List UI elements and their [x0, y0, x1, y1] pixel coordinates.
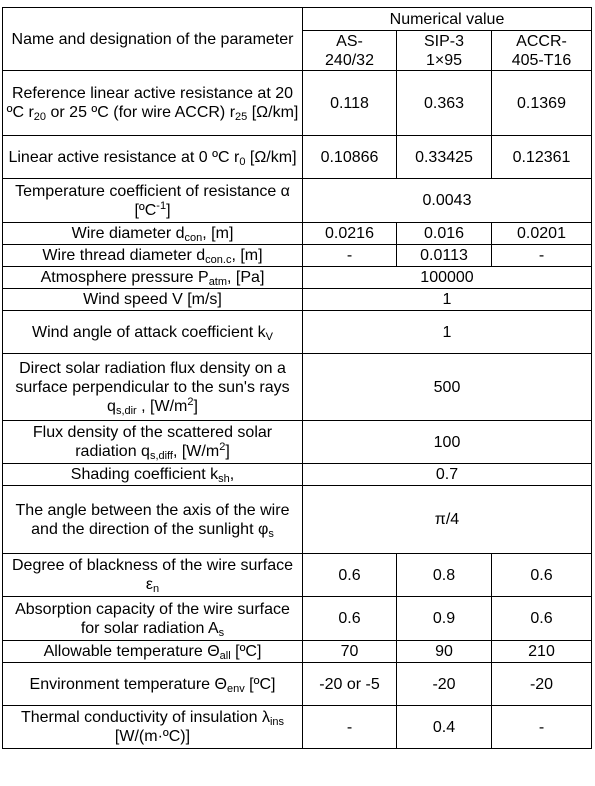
parameter-text: Direct solar radiation flux density on a surface perpendicular to the sun's rays q: [15, 359, 290, 415]
value-cell: 90: [397, 641, 492, 663]
shared-value-cell: 500: [303, 354, 592, 421]
parameter-text: Wire diameter d: [71, 225, 185, 242]
header-parameter-name: Name and designation of the parameter: [3, 8, 303, 71]
shared-value-cell: 1: [303, 311, 592, 354]
value-cell: 0.6: [492, 554, 592, 597]
value-cell: 0.0216: [303, 223, 397, 245]
parameter-name: [3, 464, 303, 486]
value-cell: 0.12361: [492, 136, 592, 179]
parameter-text: Wind speed V [m/s]: [83, 291, 222, 308]
parameter-subscript: env: [226, 682, 245, 695]
value-cell: 0.0113: [397, 245, 492, 267]
parameter-text: Atmosphere pressure P: [40, 269, 209, 286]
parameter-text: ]: [166, 201, 171, 219]
parameter-name: [3, 223, 303, 245]
table-row: [3, 136, 592, 179]
table-row: [3, 464, 592, 486]
parameter-name: [3, 597, 303, 641]
parameter-text: , [W/m: [136, 397, 188, 415]
shared-value-cell: 1: [303, 289, 592, 311]
parameter-superscript: 2: [187, 395, 194, 408]
parameter-text: Degree of blackness of the wire surface ε: [11, 557, 294, 593]
wire-name-line2: 1×95: [425, 51, 463, 69]
parameter-text: Wire thread diameter d: [42, 247, 206, 264]
parameter-text: Temperature coefficient of resistance α [ºC: [15, 182, 290, 219]
parameter-text: or 25 ºC (for wire ACCR) r: [46, 104, 236, 121]
parameter-text: , [m]: [202, 225, 234, 242]
shared-value-cell: 0.0043: [303, 179, 592, 223]
header-wire-as: [303, 31, 397, 71]
table-row: [3, 554, 592, 597]
shared-value-cell: π/4: [303, 486, 592, 554]
parameter-text: [W/(m·ºC)]: [114, 728, 191, 745]
header-numerical-value: Numerical value: [303, 8, 592, 31]
parameter-name: [3, 179, 303, 223]
shared-value-cell: 100000: [303, 267, 592, 289]
value-cell: -20 or -5: [303, 663, 397, 706]
value-cell: 0.118: [303, 71, 397, 136]
parameter-subscript: con: [184, 232, 203, 244]
parameter-superscript: -1: [156, 199, 167, 212]
parameter-text: [ºC]: [230, 643, 262, 660]
value-cell: 210: [492, 641, 592, 663]
value-cell: 0.0201: [492, 223, 592, 245]
parameter-text: The angle between the axis of the wire and the direction of the sunlight φ: [15, 501, 290, 538]
value-cell: -: [492, 706, 592, 749]
parameter-name: [3, 245, 303, 267]
parameter-subscript: 0: [239, 155, 246, 168]
parameter-name: [3, 267, 303, 289]
value-cell: 0.10866: [303, 136, 397, 179]
table-row: [3, 486, 592, 554]
parameter-name: [3, 554, 303, 597]
parameter-subscript: 20: [33, 111, 47, 123]
parameter-name: [3, 663, 303, 706]
value-cell: -20: [492, 663, 592, 706]
wire-name-line1: ACCR-: [516, 32, 567, 50]
wire-name-line1: AS-: [336, 32, 363, 50]
parameter-text: , [Pa]: [227, 269, 265, 286]
table-row: [3, 179, 592, 223]
parameter-subscript: ins: [269, 716, 285, 728]
parameter-subscript: sh: [218, 473, 230, 485]
wire-name-line2: 405-T16: [511, 51, 572, 69]
parameter-text: Thermal conductivity of insulation λ: [20, 709, 270, 726]
value-cell: 0.6: [303, 597, 397, 641]
parameter-subscript: s: [268, 527, 274, 540]
wire-name-line2: 240/32: [325, 51, 374, 69]
parameter-text: [Ω/km]: [247, 104, 299, 121]
wire-name-line1: SIP-3: [423, 32, 464, 50]
parameter-text: ]: [193, 397, 198, 415]
shared-value-cell: 100: [303, 421, 592, 464]
parameters-table: [2, 7, 592, 749]
value-cell: -: [303, 245, 397, 267]
parameter-subscript: s,diff: [149, 450, 173, 462]
parameter-text: ]: [225, 443, 230, 460]
shared-value-cell: 0.7: [303, 464, 592, 486]
table-row: [3, 597, 592, 641]
parameter-subscript: 25: [235, 111, 248, 123]
parameter-text: Absorption capacity of the wire surface for solar radiation A: [15, 600, 290, 637]
parameter-subscript: s: [218, 626, 225, 639]
parameter-text: [ºC]: [244, 675, 276, 693]
value-cell: 0.363: [397, 71, 492, 136]
table-row: [3, 641, 592, 663]
parameter-text: [Ω/km]: [245, 148, 297, 166]
parameter-text: ,: [229, 466, 235, 483]
value-cell: 0.1369: [492, 71, 592, 136]
value-cell: -20: [397, 663, 492, 706]
value-cell: 0.9: [397, 597, 492, 641]
parameter-name: [3, 136, 303, 179]
parameter-text: , [W/m: [172, 443, 220, 460]
parameter-subscript: n: [153, 583, 160, 595]
parameter-text: Allowable temperature Θ: [43, 643, 220, 660]
table-row: [3, 267, 592, 289]
parameter-name: [3, 354, 303, 421]
parameter-subscript: all: [219, 650, 231, 662]
header-row-group: [3, 8, 592, 31]
header-wire-sip: [397, 31, 492, 71]
parameter-text: Environment temperature Θ: [29, 675, 227, 693]
table-row: [3, 223, 592, 245]
parameter-text: , [m]: [231, 247, 263, 264]
parameter-text: Wind angle of attack coefficient k: [32, 323, 266, 341]
parameter-subscript: V: [265, 330, 273, 343]
table-row: [3, 706, 592, 749]
table-row: [3, 71, 592, 136]
parameter-name: [3, 71, 303, 136]
table-row: [3, 311, 592, 354]
parameter-text: Reference linear active resistance at 20 ºC r: [6, 85, 294, 121]
parameter-text: Linear active resistance at 0 ºC r: [8, 148, 240, 166]
parameter-name: [3, 706, 303, 749]
table-row: [3, 663, 592, 706]
parameter-name: [3, 311, 303, 354]
value-cell: 0.016: [397, 223, 492, 245]
value-cell: 0.8: [397, 554, 492, 597]
value-cell: 0.6: [492, 597, 592, 641]
value-cell: 0.4: [397, 706, 492, 749]
table-row: [3, 421, 592, 464]
value-cell: -: [303, 706, 397, 749]
parameter-name: [3, 486, 303, 554]
value-cell: 0.6: [303, 554, 397, 597]
parameter-subscript: con.c: [205, 254, 232, 266]
parameter-text: Flux density of the scattered solar radiation q: [32, 424, 273, 460]
parameter-name: [3, 641, 303, 663]
parameter-subscript: atm: [208, 276, 228, 288]
table-row: [3, 245, 592, 267]
parameter-text: Shading coefficient k: [70, 466, 219, 483]
table-row: [3, 289, 592, 311]
value-cell: -: [492, 245, 592, 267]
value-cell: 70: [303, 641, 397, 663]
value-cell: 0.33425: [397, 136, 492, 179]
table-row: [3, 354, 592, 421]
parameter-subscript: s,dir: [115, 404, 137, 417]
header-wire-accr: [492, 31, 592, 71]
parameter-name: [3, 289, 303, 311]
parameter-superscript: 2: [219, 441, 226, 453]
parameter-name: [3, 421, 303, 464]
